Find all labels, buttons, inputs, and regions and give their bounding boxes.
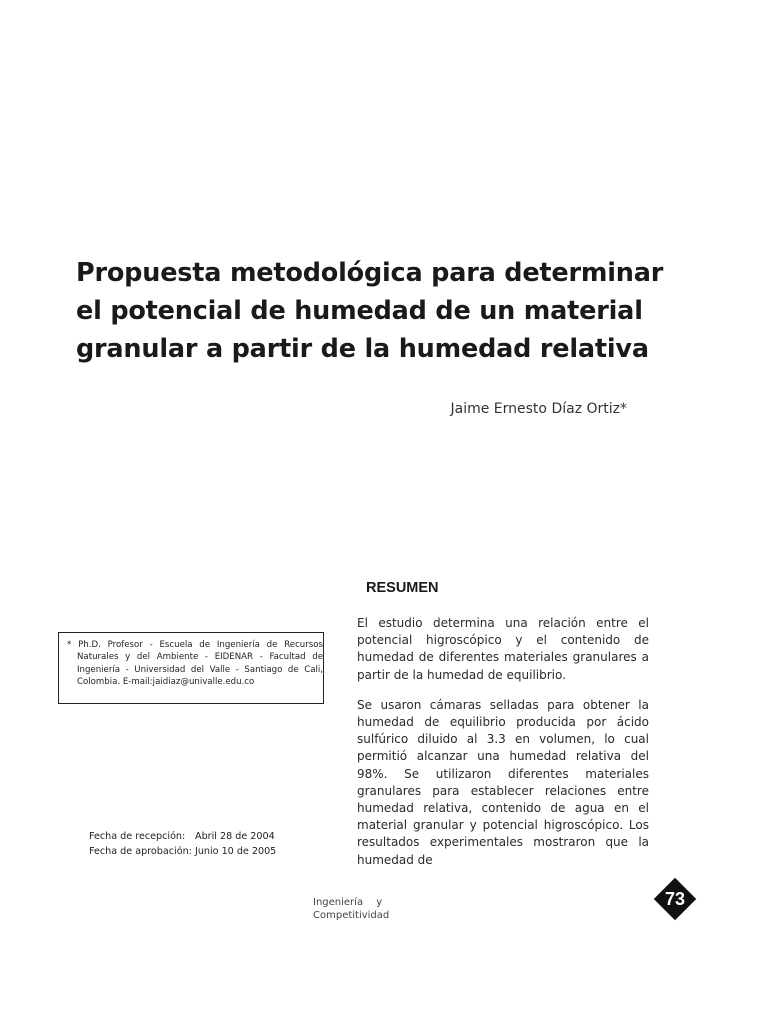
page-number-badge — [654, 878, 696, 920]
title-line: Propuesta metodológica para determinar — [76, 258, 664, 288]
affiliation-footnote: * Ph.D. Profesor - Escuela de Ingeniería de Recursos Naturales y del Ambiente - EIDENAR - Facultad de Ingeniería - Universidad del Valle - Santiago de Cali, Colombia. E-mail:jaidiaz@univalle.edu.co — [67, 640, 323, 688]
page-number: 73 — [664, 889, 686, 909]
journal-name-line1: Ingeniería y — [313, 897, 383, 908]
abstract-paragraph: El estudio determina una relación entre el potencial higroscópico y el contenido de humedad de diferentes materiales granulares a partir de la humedad de equilibrio. — [357, 616, 649, 682]
approved-value: Junio 10 de 2005 — [195, 845, 277, 857]
approved-label: Fecha de aprobación: — [89, 845, 192, 857]
approved-date-row — [89, 845, 276, 860]
submission-dates — [89, 830, 276, 859]
abstract-body — [357, 615, 649, 882]
received-value: Abril 28 de 2004 — [195, 831, 275, 842]
title-line: el potencial de humedad de un material — [76, 296, 643, 326]
abstract-paragraph: Se usaron cámaras selladas para obtener la humedad de equilibrio producida por ácido sulfúrico diluido al 3.3 en volumen, lo cual permitió alcanzar una humedad relativa del 98%. Se utilizaron diferentes materiales granulares para establecer relaciones entre humedad relativa, contenido de agua en el material granular y potencial higroscópico. Los resultados experimentales mostraron que la humedad de — [357, 697, 649, 867]
journal-name — [313, 896, 389, 922]
article-title — [76, 254, 676, 368]
resumen-heading: RESUMEN — [366, 580, 439, 596]
author-affiliation-box — [58, 632, 324, 704]
author-name: Jaime Ernesto Díaz Ortiz* — [450, 401, 627, 417]
journal-name-line2: Competitividad — [313, 910, 390, 921]
title-line: granular a partir de la humedad relativa — [76, 334, 649, 364]
received-label: Fecha de recepción: — [89, 831, 186, 842]
received-date-row — [89, 830, 276, 845]
